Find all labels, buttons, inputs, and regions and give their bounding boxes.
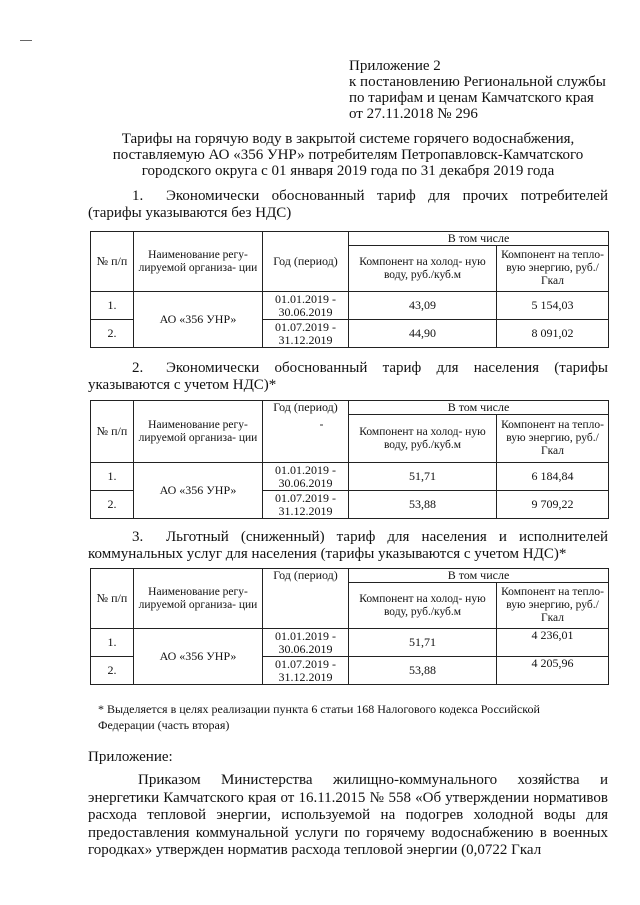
scan-mark: [20, 40, 32, 41]
section-heading: [88, 360, 608, 394]
row-heat: 8 091,02: [497, 320, 609, 348]
appendix-line: по тарифам и ценам Камчатского края: [349, 90, 594, 106]
footnote: * Выделяется в целях реализации пункта 6 статьи 168 Налогового кодекса Российской Федерации (часть вторая): [98, 702, 540, 732]
row-cold: 53,88: [349, 657, 497, 685]
title-line: Тарифы на горячую воду в закрытой системе горячего водоснабжения,: [121, 131, 575, 147]
section-number: 1.: [132, 188, 144, 204]
header-heat: Компонент на тепло- вую энергию, руб./Гкал: [497, 246, 609, 292]
section-heading-text: Льготный (сниженный) тариф для населения и исполнителей коммунальных услуг для населения (тарифы указываются с учетом НДС)*: [88, 529, 608, 562]
header-period: Год (период): [263, 569, 349, 629]
header-org: Наименование регу- лируемой организа- ции: [134, 232, 263, 292]
document-title: [88, 131, 608, 179]
header-org: Наименование регу- лируемой организа- ции: [134, 569, 263, 629]
header-num: № п/п: [91, 232, 134, 292]
header-org: Наименование регу- лируемой организа- ции: [134, 401, 263, 463]
section-heading: [88, 529, 608, 563]
row-num: 1.: [91, 463, 134, 491]
header-including: В том числе: [349, 569, 609, 583]
header-num: № п/п: [91, 401, 134, 463]
section-heading: [88, 188, 608, 222]
header-period: Год (период): [263, 232, 349, 292]
row-heat: 4 236,01: [497, 629, 609, 657]
table-row: [91, 292, 609, 320]
header-period: Год (период): [263, 401, 349, 463]
row-num: 2.: [91, 320, 134, 348]
appendix-line: Приложение 2: [349, 58, 441, 74]
header-including: В том числе: [349, 232, 609, 246]
row-cold: 43,09: [349, 292, 497, 320]
tariff-table: [90, 231, 609, 348]
header-cold: Компонент на холод- ную воду, руб./куб.м: [349, 246, 497, 292]
row-period: 01.01.2019 - 30.06.2019: [263, 629, 349, 657]
tariff-table: [90, 400, 609, 519]
section-number: 3.: [132, 529, 144, 545]
appendix-line: от 27.11.2018 № 296: [349, 106, 478, 122]
appendix-header: [349, 58, 606, 122]
title-line: поставляемую АО «356 УНР» потребителям Петропавловск-Камчатского: [112, 147, 584, 163]
org-name: АО «356 УНР»: [134, 292, 263, 348]
row-period: 01.07.2019 - 31.12.2019: [263, 657, 349, 685]
appendix-line: к постановлению Региональной службы: [349, 74, 606, 90]
row-num: 2.: [91, 491, 134, 519]
row-cold: 53,88: [349, 491, 497, 519]
row-heat: 9 709,22: [497, 491, 609, 519]
header-cold: Компонент на холод- ную воду, руб./куб.м: [349, 415, 497, 463]
row-heat: 5 154,03: [497, 292, 609, 320]
tariff-table: [90, 568, 609, 685]
row-period: 01.07.2019 - 31.12.2019: [263, 491, 349, 519]
org-name: АО «356 УНР»: [134, 463, 263, 519]
row-num: 1.: [91, 292, 134, 320]
header-heat: Компонент на тепло- вую энергию, руб./Гкал: [497, 583, 609, 629]
annex-text: Приказом Министерства жилищно-коммунального хозяйства и энергетики Камчатского края от 16.11.2015 № 558 «Об утверждении нормативов расхода тепловой энергии, используемой на подогрев холодной воды для предоставления коммунальной услуги по горячему водоснабжению в военных городках» утвержден норматив расхода тепловой энергии (0,0722 Гкал: [88, 772, 608, 858]
section-heading-text: Экономически обоснованный тариф для населения (тарифы указываются с учетом НДС)*: [88, 360, 608, 393]
header-num: № п/п: [91, 569, 134, 629]
section-heading-text: Экономически обоснованный тариф для прочих потребителей (тарифы указываются без НДС): [88, 188, 608, 221]
row-period: 01.07.2019 - 31.12.2019: [263, 320, 349, 348]
row-heat: 4 205,96: [497, 657, 609, 685]
row-cold: 51,71: [349, 629, 497, 657]
row-num: 2.: [91, 657, 134, 685]
section-number: 2.: [132, 360, 144, 376]
row-heat: 6 184,84: [497, 463, 609, 491]
row-period: 01.01.2019 - 30.06.2019: [263, 292, 349, 320]
row-period: 01.01.2019 - 30.06.2019: [263, 463, 349, 491]
header-cold: Компонент на холод- ную воду, руб./куб.м: [349, 583, 497, 629]
header-heat: Компонент на тепло- вую энергию, руб./Гкал: [497, 415, 609, 463]
table-row: [91, 629, 609, 657]
row-cold: 51,71: [349, 463, 497, 491]
header-including: В том числе: [349, 401, 609, 415]
org-name: АО «356 УНР»: [134, 629, 263, 685]
annex-paragraph: [88, 772, 608, 860]
title-line: городского округа с 01 января 2019 года по 31 декабря 2019 года: [141, 163, 555, 179]
row-cold: 44,90: [349, 320, 497, 348]
table-row: [91, 463, 609, 491]
annex-label: Приложение:: [88, 749, 173, 765]
row-num: 1.: [91, 629, 134, 657]
